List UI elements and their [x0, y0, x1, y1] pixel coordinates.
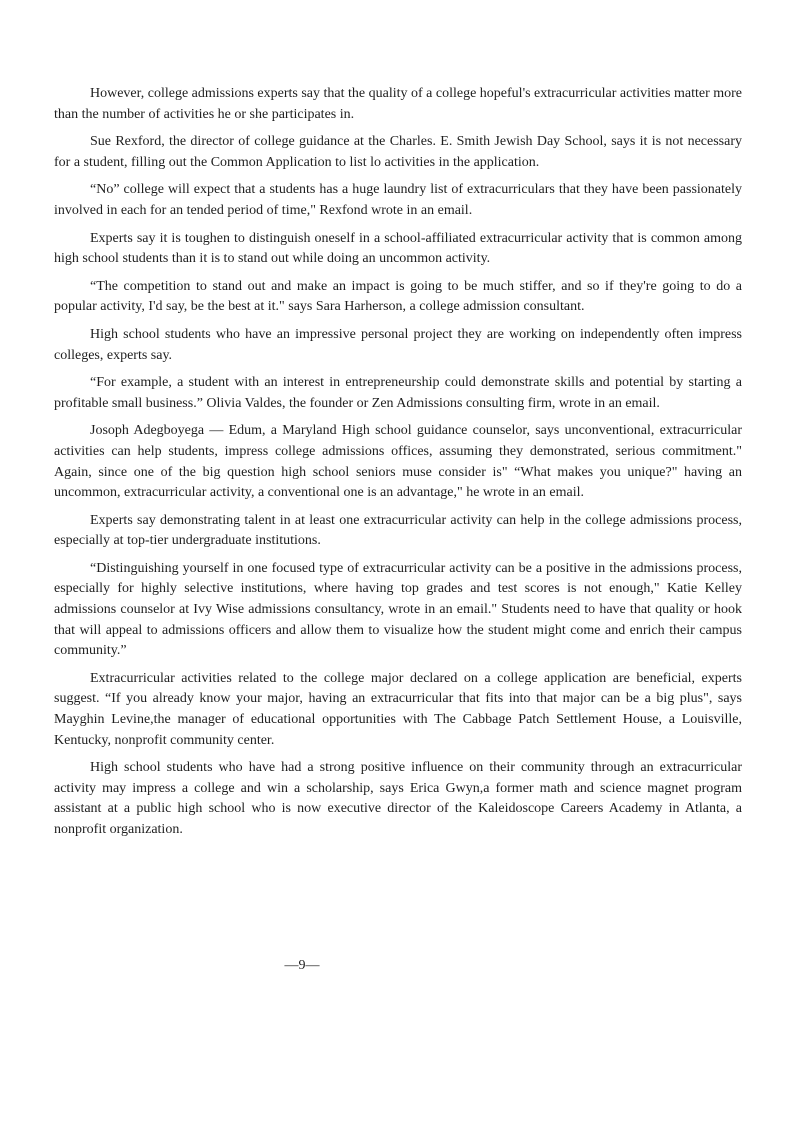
paragraph-7: “For example, a student with an interest in entrepreneurship could demonstrate skills and potential by starting a profitable small business.” Olivia Valdes, the founder or Zen Admissions consulting firm, wrote in an email. — [54, 375, 742, 411]
paragraph-6: High school students who have an impressive personal project they are working on independently often impress colleges, experts say. — [54, 326, 742, 363]
paragraph-2: Sue Rexford, the director of college guidance at the Charles. E. Smith Jewish Day School, says it is not necessary for a student, filling out the Common Application to list lo activities in the application. — [54, 134, 742, 170]
paragraph-10: “Distinguishing yourself in one focused type of extracurricular activity can be a positive in the admissions process, especially for highly selective institutions, where having top grades and test scores is not enough," Katie Kelley admissions counselor at Ivy Wise admissions consultancy, wrote in an email." Students need to have that quality or hook that will appeal to admissions officers and allow them to visualize how the student might come and enrich their campus community.” — [54, 560, 742, 659]
paragraph-8: Josoph Adegboyega — Edum, a Maryland High school guidance counselor, says unconventional, extracurricular activities can help students, impress college admissions offices, assuming they demonstrated, serious commitment." Again, since one of the big question high school seniors muse consider is" “What makes you unique?" having an uncommon, extracurricular activity, a conventional one is an advantage," he wrote in an email. — [54, 423, 742, 501]
paragraph-1: However, college admissions experts say that the quality of a college hopeful's extracurricular activities matter more than the number of activities he or she participates in. — [54, 86, 742, 122]
paragraph-12: High school students who have had a strong positive influence on their community through an extracurricular activity may impress a college and win a scholarship, says Erica Gwyn,a former math and science magnet program assistant at a public high school who is now executive director of the Kaleidoscope Careers Academy in Atlanta, a nonprofit organization. — [54, 760, 742, 837]
paragraph-4: Experts say it is toughen to distinguish oneself in a school-affiliated extracurricular activity that is common among high school students than it is to stand out while doing an uncommon activity. — [54, 230, 742, 267]
paragraph-5: “The competition to stand out and make an impact is going to be much stiffer, and so if they're going to do a popular activity, I'd say, be the best at it." says Sara Harherson, a college admission consultant. — [54, 278, 742, 315]
paragraph-11: Extracurricular activities related to the college major declared on a college application are beneficial, experts suggest. “If you already know your major, having an extracurricular that fits into that major can be a big plus", says Mayghin Levine,the manager of educational opportunities with The Cabbage Patch Settlement House, a Louisville, Kentucky, nonprofit community center. — [54, 670, 742, 748]
paragraph-9: Experts say demonstrating talent in at least one extracurricular activity can help in the college admissions process, especially at top-tier undergraduate institutions. — [54, 512, 742, 549]
paragraph-3: “No” college will expect that a students has a huge laundry list of extracurriculars that they have been passionately involved in each for an tended period of time," Rexfond wrote in an email. — [54, 182, 742, 218]
page-number: —9— — [284, 958, 320, 973]
document-body — [54, 84, 742, 848]
